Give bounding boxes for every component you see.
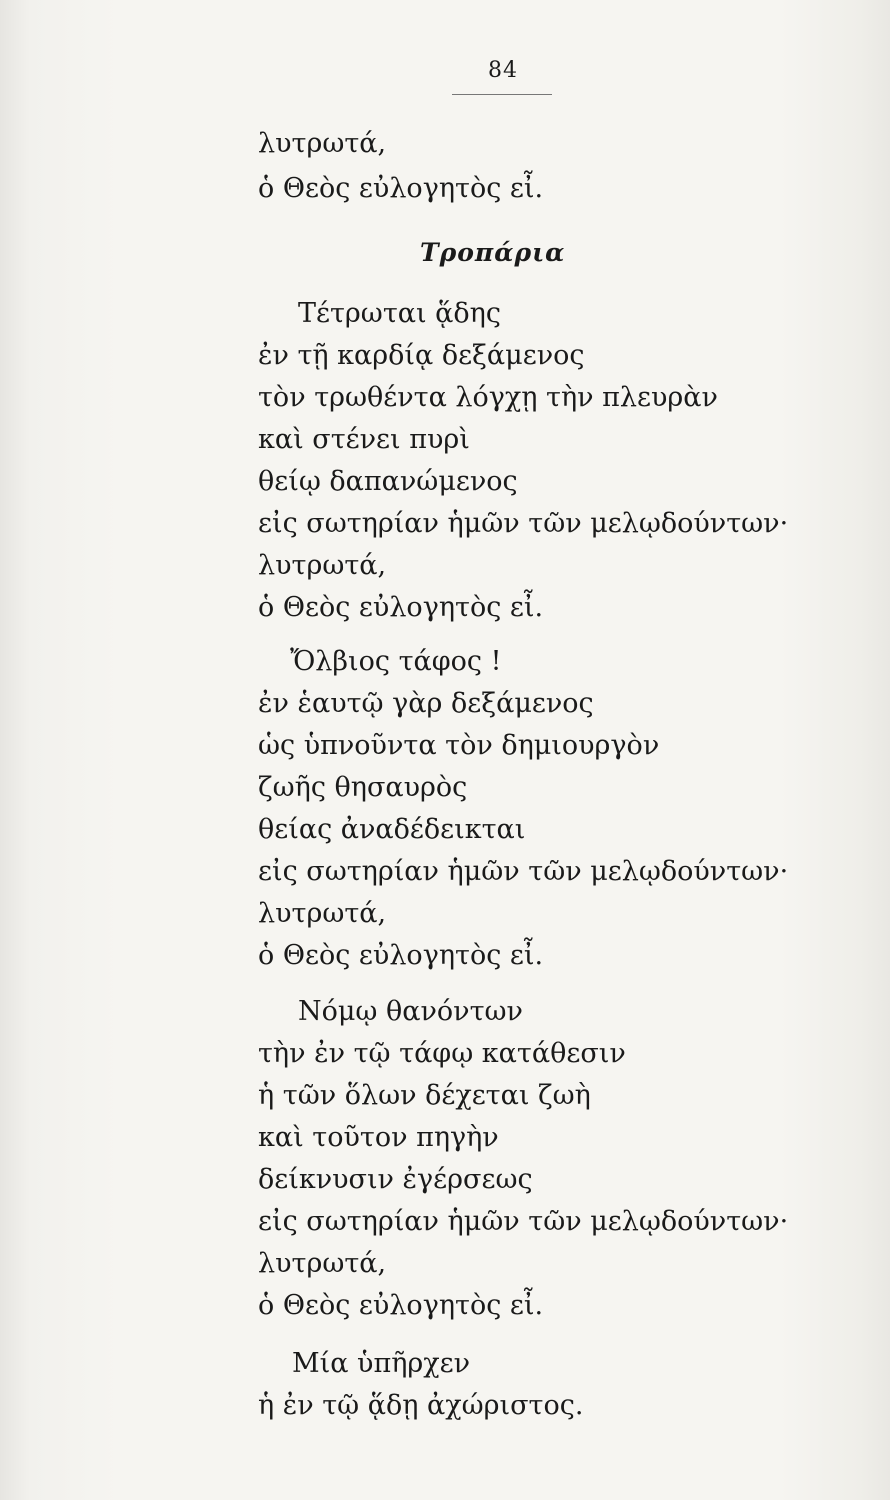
text-line: θείῳ δαπανώμενος	[258, 466, 518, 497]
text-line: καὶ τοῦτον πηγὴν	[258, 1122, 499, 1153]
text-line: λυτρωτά,	[258, 1248, 387, 1279]
text-line: ἡ τῶν ὅλων δέχεται ζωὴ	[258, 1080, 591, 1111]
section-heading: Τροπάρια	[420, 238, 566, 267]
text-line: ἡ ἐν τῷ ᾅδῃ ἀχώριστος.	[258, 1390, 584, 1421]
text-line: ἐν τῇ καρδίᾳ δεξάμενος	[258, 340, 585, 371]
stanza-first-line: Νόμῳ θανόντων	[298, 996, 523, 1027]
stanza-first-line: Μία ὑπῆρχεν	[292, 1348, 471, 1379]
text-line: ὁ Θεὸς εὐλογητὸς εἶ.	[258, 1290, 544, 1321]
text-line: ὁ Θεὸς εὐλογητὸς εἶ.	[258, 940, 544, 971]
text-line: καὶ στένει πυρὶ	[258, 424, 470, 455]
text-line: τὴν ἐν τῷ τάφῳ κατάθεσιν	[258, 1038, 626, 1069]
header-rule	[452, 94, 552, 95]
text-line: τὸν τρωθέντα λόγχῃ τὴν πλευρὰν	[258, 382, 718, 413]
text-line: δείκνυσιν ἐγέρσεως	[258, 1164, 533, 1195]
text-line: ἐν ἑαυτῷ γὰρ δεξάμενος	[258, 688, 594, 719]
text-line: εἰς σωτηρίαν ἡμῶν τῶν μελῳδούντων·	[258, 856, 789, 887]
text-line: θείας ἀναδέδεικται	[258, 814, 526, 845]
text-line: ὡς ὑπνοῦντα τὸν δημιουργὸν	[258, 730, 660, 761]
text-line: ὁ Θεὸς εὐλογητὸς εἶ.	[258, 173, 544, 204]
text-line: λυτρωτά,	[258, 550, 387, 581]
text-line: εἰς σωτηρίαν ἡμῶν τῶν μελῳδούντων·	[258, 1206, 789, 1237]
text-line: λυτρωτά,	[258, 128, 387, 159]
text-line: εἰς σωτηρίαν ἡμῶν τῶν μελῳδούντων·	[258, 508, 789, 539]
text-line: ὁ Θεὸς εὐλογητὸς εἶ.	[258, 592, 544, 623]
stanza-first-line: Ὄλβιος τάφος !	[290, 646, 502, 677]
text-line: ζωῆς θησαυρὸς	[258, 772, 468, 803]
page-number: 84	[488, 58, 518, 83]
text-line: λυτρωτά,	[258, 898, 387, 929]
stanza-first-line: Τέτρωται ᾅδης	[298, 298, 501, 329]
